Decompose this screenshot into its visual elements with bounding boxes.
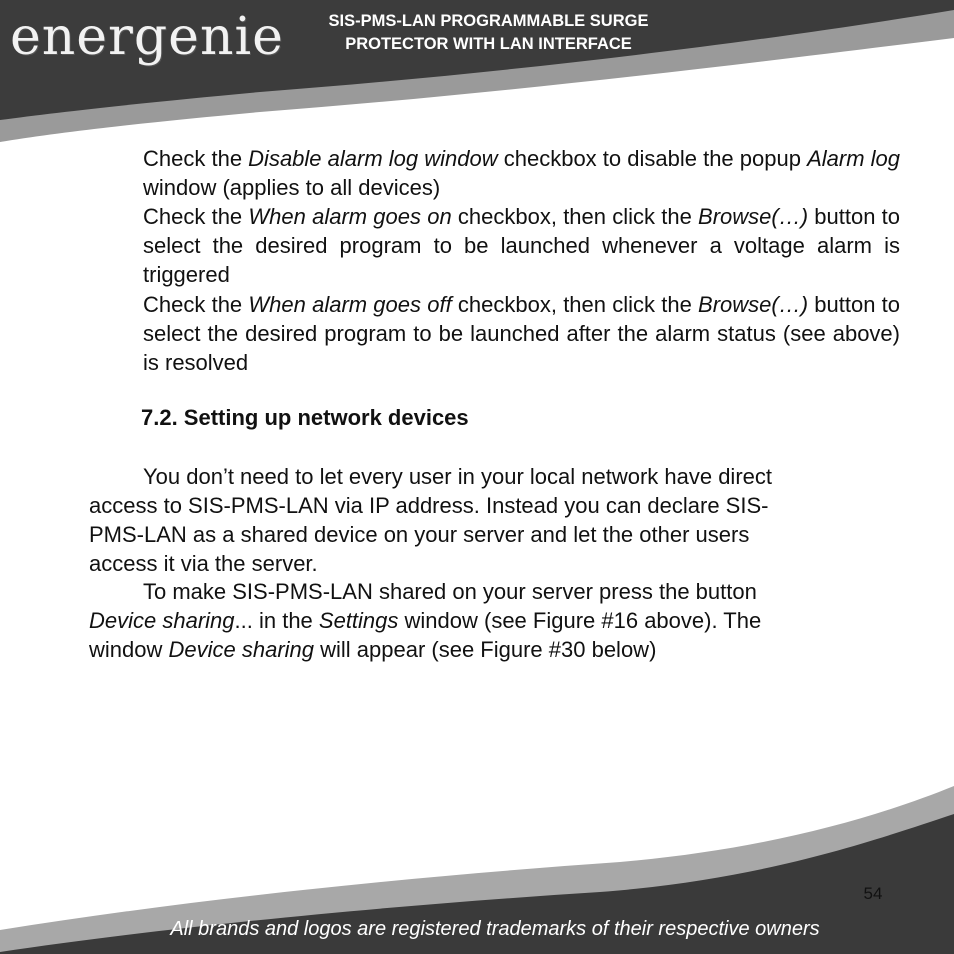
text-line: To make SIS-PMS-LAN shared on your server press the button: [143, 579, 757, 604]
text-line: [89, 606, 879, 635]
text-run: button to select the desired program to be launched after the alarm status (see above) is resolved: [143, 292, 900, 375]
section-heading: 7.2. Setting up network devices: [141, 405, 469, 430]
energenie-logo: energenie: [10, 7, 284, 67]
text-run: checkbox to disable the popup: [497, 146, 808, 171]
text-line: You don’t need to let every user in your local network have direct: [143, 464, 772, 489]
text-line: PMS-LAN as a shared device on your server and let the other users: [89, 522, 750, 547]
italic-term: Device sharing: [168, 637, 314, 662]
page-number: 54: [863, 884, 883, 903]
header-title-line-1: SIS-PMS-LAN PROGRAMMABLE SURGE: [328, 12, 649, 30]
italic-term: Disable alarm log window: [248, 146, 498, 171]
text-run: checkbox, then click the: [451, 292, 699, 317]
italic-term: When alarm goes off: [248, 292, 452, 317]
text-run: window (applies to all devices): [143, 175, 441, 200]
text-run: Check the: [143, 146, 249, 171]
paragraph-alarm-goes-on: [143, 202, 900, 289]
paragraph-network-access: [89, 462, 879, 578]
text-line: access to SIS-PMS-LAN via IP address. Instead you can declare SIS-: [89, 493, 769, 518]
text-run: will appear (see Figure #30 below): [314, 637, 657, 662]
text-run: window (see Figure #16 above). The: [398, 608, 762, 633]
italic-term: Browse(…): [698, 204, 809, 229]
trademark-notice: All brands and logos are registered trademarks of their respective owners: [170, 918, 820, 940]
italic-term: Alarm log: [807, 146, 900, 171]
italic-term: When alarm goes on: [248, 204, 452, 229]
text-run: Check the: [143, 204, 249, 229]
paragraph-device-sharing: [89, 577, 879, 664]
header-title-line-2: PROTECTOR WITH LAN INTERFACE: [345, 35, 632, 53]
text-run: checkbox, then click the: [451, 204, 699, 229]
text-run: ... in the: [234, 608, 319, 633]
paragraph-alarm-goes-off: [143, 290, 900, 377]
text-run: button to select the desired program to be launched whenever a voltage alarm is triggered: [143, 204, 900, 287]
text-line: access it via the server.: [89, 551, 318, 576]
text-run: window: [89, 637, 169, 662]
text-line: [89, 635, 879, 664]
italic-term: Settings: [318, 608, 399, 633]
header-title: [286, 10, 691, 56]
italic-term: Browse(…): [698, 292, 809, 317]
text-run: Check the: [143, 292, 249, 317]
paragraph-disable-alarm-log: [143, 144, 900, 202]
italic-term: Device sharing: [89, 608, 235, 633]
